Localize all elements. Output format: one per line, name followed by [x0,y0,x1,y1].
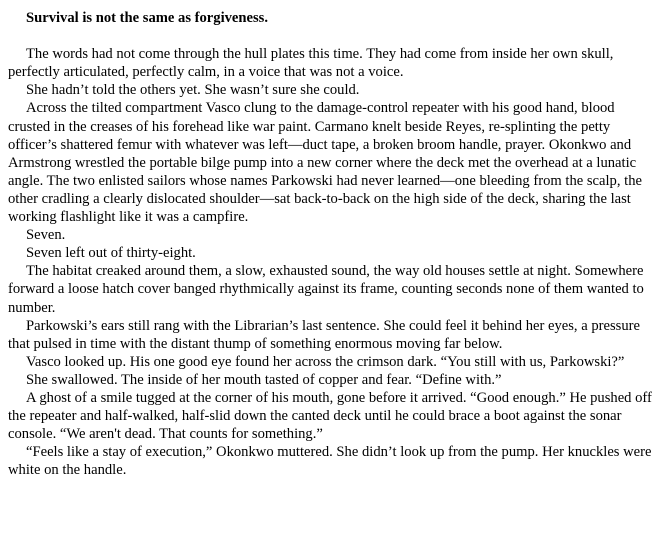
paragraph-2: She hadn’t told the others yet. She wasn’t sure she could. [26,82,360,99]
paragraph-1: The words had not come through the hull plates this time. They had come from inside her own skull, perfectly articulated, perfectly calm, in a voice that was not a voice. [8,46,614,81]
paragraph-10: A ghost of a smile tugged at the corner of his mouth, gone before it arrived. “Good enough.” He pushed off the repeater and half-walked, half-slid down the canted deck until he could brace a boot against the sonar console. “We aren't dead. That counts for something.” [8,389,652,443]
paragraph-7: Parkowski’s ears still rang with the Librarian’s last sentence. She could feel it behind her eyes, a pressure that pulsed in time with the distant thump of something enormous moving far below. [8,317,640,352]
paragraph-6: The habitat creaked around them, a slow, exhausted sound, the way old houses settle at night. Somewhere forward a loose hatch cover banged rhythmically against its frame, counting seconds none of them wanted to number. [8,263,644,316]
paragraph-11: “Feels like a stay of execution,” Okonkwo muttered. She didn’t look up from the pump. Her knuckles were white on the handle. [8,444,652,479]
paragraph-9: She swallowed. The inside of her mouth tasted of copper and fear. “Define with.” [26,371,502,388]
paragraph-4: Seven. [26,227,66,244]
document-page [8,0,653,479]
blank-line [8,27,653,45]
chapter-heading: Survival is not the same as forgiveness. [26,10,269,26]
paragraph-5: Seven left out of thirty-eight. [26,245,196,262]
paragraph-3: Across the tilted compartment Vasco clung to the damage-control repeater with his good hand, blood crusted in the creases of his forehead like war paint. Carmano knelt beside Reyes, re-splinting the petty officer’s shattered femur with whatever was left—duct tape, a broken broom handle, prayer. Okonkwo and Armstrong wrestled the portable bilge pump into a new corner where the deck met the overhead at a lunatic angle. The two enlisted sailors whose names Parkowski had never learned—one bleeding from the scalp, the other cradling a clearly dislocated shoulder—sat back-to-back on the high side of the deck, sharing the last working flashlight like it was a campfire. [8,100,642,226]
paragraph-8: Vasco looked up. His one good eye found her across the crimson dark. “You still with us, Parkowski?” [26,353,625,370]
